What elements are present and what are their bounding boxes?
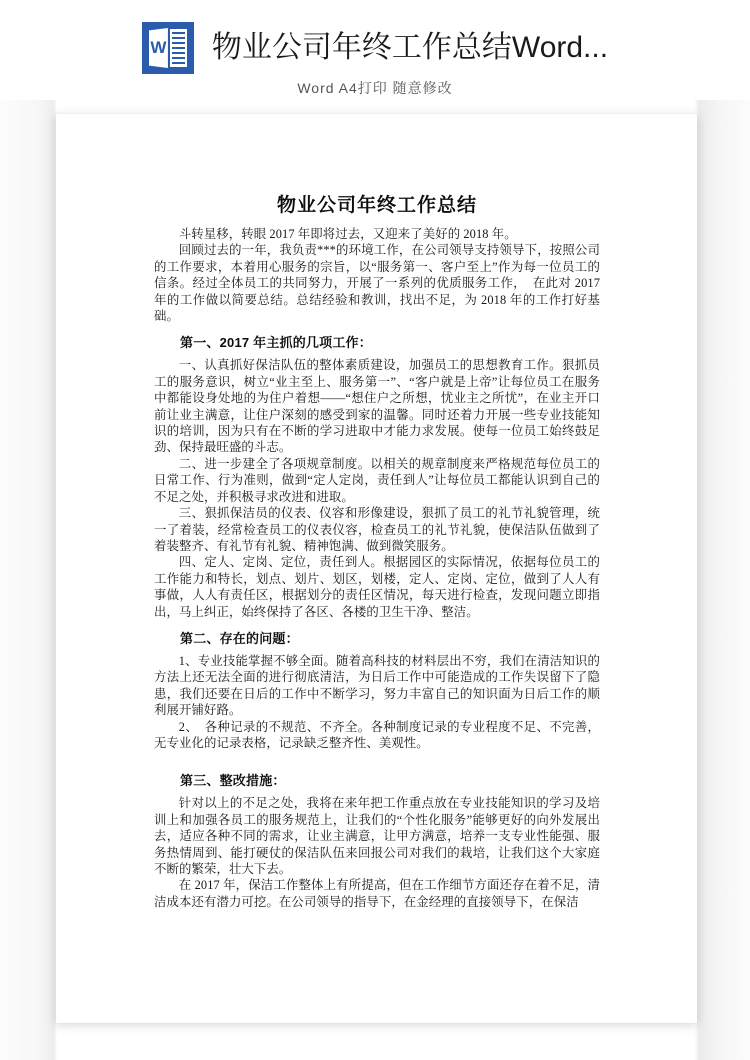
body-paragraph: 一、认真抓好保洁队伍的整体素质建设，加强员工的思想教育工作。狠抓员工的服务意识，树立“业主至上、服务第一”、“客户就是上帝”让每位员工在服务中都能设身处地的为住户着想——“想住户之所想，忧业主之所忧”，在业主开口前让业主满意，让住户深刻的感受到家的温馨。同时还着力开展一些专业技能知识的培训，因为只有在不断的学习进取中才能力求发展。使每一位员工始终鼓足劲、保持最旺盛的斗志。 [154, 358, 600, 455]
word-document-icon [142, 22, 194, 74]
body-paragraph: 回顾过去的一年，我负责***的环境工作，在公司领导支持领导下，按照公司的工作要求，本着用心服务的宗旨，以“服务第一、客户至上”作为每一位员工的信条。经过全体员工的共同努力，开展了一系列的优质服务工作， 在此对 2017 年的工作做以简要总结。总结经验和教训，找出不足，为 2018 年的工作打好基础。 [154, 243, 600, 324]
page-header [0, 0, 750, 100]
document-title: 物业公司年终工作总结 [276, 195, 477, 216]
body-paragraph: 三、狠抓保洁员的仪表、仪容和形像建设，狠抓了员工的礼节礼貌管理，统一了着装，经常检查员工的仪表仪容，检查员工的礼节礼貌，使保洁队伍做到了着装整齐、有礼节有礼貌、精神饱满、做到微笑服务。 [154, 506, 600, 553]
document-body [154, 190, 600, 910]
body-paragraph: 斗转星移，转眼 2017 年即将过去，又迎来了美好的 2018 年。 [178, 227, 517, 241]
header-title-row [142, 22, 608, 74]
paragraph-spacer [154, 620, 600, 629]
page-subtitle: Word A4打印 随意修改 [297, 80, 453, 96]
body-paragraph: 针对以上的不足之处，我将在来年把工作重点放在专业技能知识的学习及培训上和加强各员工的服务规范上，让我们的“个性化服务”能够更好的向外发展出去，适应各种不同的需求，让业主满意，让甲方满意，培养一支专业性能强、服务热情周到、能打硬仗的保洁队伍来回报公司对我们的栽培，让我们这个大家庭不断的繁荣，壮大下去。 [154, 796, 600, 876]
body-paragraph: 四、定人、定岗、定位，责任到人。根据园区的实际情况，依据每位员工的工作能力和特长，划点、划片、划区，划楼，定人、定岗、定位，做到了人人有事做，人人有责任区，根据划分的责任区情况，每天进行检查，发现问题立即指出，马上纠正，始终保持了各区、各楼的卫生干净、整洁。 [154, 555, 600, 619]
paragraph-spacer [154, 324, 600, 333]
paragraph-spacer [154, 751, 600, 771]
document-page [56, 114, 697, 1023]
page-title: 物业公司年终工作总结Word... [211, 31, 609, 64]
section-heading: 第三、整改措施： [180, 773, 286, 789]
section-heading: 第二、存在的问题： [180, 630, 299, 646]
word-icon-lines [170, 29, 187, 67]
body-paragraph: 1、专业技能掌握不够全面。随着高科技的材料层出不穷，我们在清洁知识的方法上还无法全面的进行彻底清洁，为日后工作中可能造成的工作失误留下了隐患，我们还要在日后的工作中不断学习，努力丰富自己的知识面为日后工作的顺利展开铺好路。 [154, 653, 600, 718]
body-paragraph: 在 2017 年，保洁工作整体上有所提高，但在工作细节方面还存在着不足，清洁成本还有潜力可挖。在公司领导的指导下，在金经理的直接领导下，在保洁 [154, 878, 600, 909]
body-paragraph: 二、进一步建全了各项规章制度。以相关的规章制度来严格规范每位员工的日常工作、行为准则，做到“定人定岗，责任到人”让每位员工都能认识到自己的不足之处，并积极寻求改进和进取。 [154, 456, 600, 504]
section-heading: 第一、2017 年主抓的几项工作： [180, 335, 372, 351]
word-icon-letter: W [150, 38, 167, 57]
body-paragraph: 2、 各种记录的不规范、不齐全。各种制度记录的专业程度不足、不完善，无专业化的记录表格，记录缺乏整齐性、美观性。 [154, 719, 600, 750]
document-content [154, 226, 600, 910]
